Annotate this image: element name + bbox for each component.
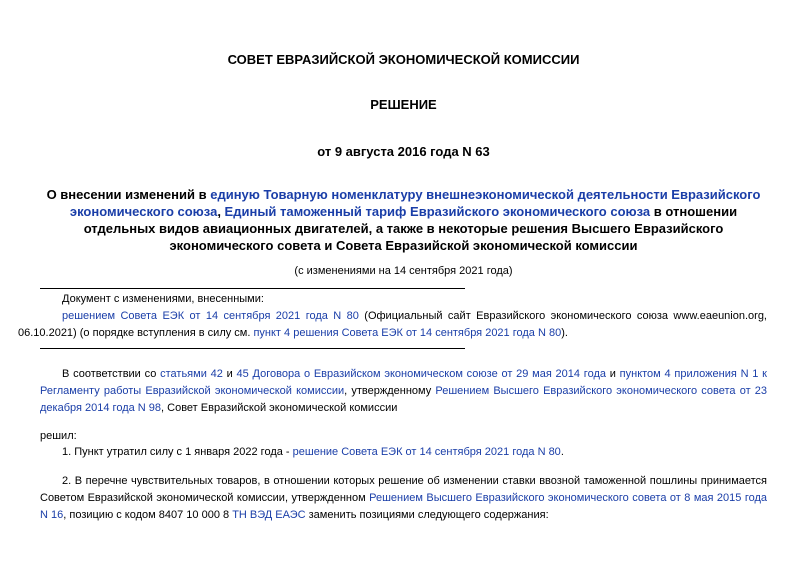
link-article-42[interactable]: статьями 42 xyxy=(160,368,223,380)
item2-text-3: заменить позициями следующего содержания: xyxy=(305,509,549,521)
preamble-text-4: , утвержденному xyxy=(344,385,436,397)
decided-label: решил: xyxy=(40,430,77,442)
item2-text-1: 2. В перечне чувствительных товаров, в отношении которых решение об изменении ставки ввозной таможенной пошлины принимается Советом Евразийской экономической комиссии, утвержденном xyxy=(40,475,767,504)
link-tn-ved-eaeu[interactable]: ТН ВЭД ЕАЭС xyxy=(232,509,306,521)
link-tn-ved[interactable]: единую Товарную номенклатуру внешнеэкономической деятельности Евразийского экономического союза xyxy=(69,187,761,219)
changes-intro: Документ с изменениями, внесенными: xyxy=(62,293,264,305)
document-type-heading: РЕШЕНИЕ xyxy=(370,97,437,112)
item1-text-1: 1. Пункт утратил силу с 1 января 2022 года - xyxy=(62,446,293,458)
divider-bottom xyxy=(40,348,465,349)
link-decision-16[interactable]: Решением Высшего Евразийского экономического совета от 8 мая 2015 года N 16 xyxy=(40,492,768,521)
changes-item xyxy=(18,308,767,342)
link-decision-80[interactable]: решением Совета ЕЭК от 14 сентября 2021 года N 80 xyxy=(62,310,359,322)
organization-heading: СОВЕТ ЕВРАЗИЙСКОЙ ЭКОНОМИЧЕСКОЙ КОМИССИИ xyxy=(227,52,580,67)
document-date-number: от 9 августа 2016 года N 63 xyxy=(317,144,490,159)
preamble-text-2: и xyxy=(222,368,237,380)
preamble-text-3: и xyxy=(605,368,620,380)
changes-text-1: (Официальный сайт Евразийского экономического союза www.eaeunion.org, 06.10.2021) (о порядке вступления в силу см. xyxy=(18,310,767,339)
document-title xyxy=(40,186,767,254)
link-regulation-commission[interactable]: пунктом 4 приложения N 1 к Регламенту работы Евразийской экономической комиссии xyxy=(40,368,767,397)
preamble-text-1: В соответствии со xyxy=(62,368,161,380)
item1-text-2: . xyxy=(560,446,564,458)
changes-block xyxy=(18,291,767,342)
item-1 xyxy=(40,444,767,461)
link-customs-tariff[interactable]: Единый таможенный тариф Евразийского экономического союза xyxy=(224,204,651,219)
title-text-3: в отношении отдельных видов авиационных двигателей, а также в некоторые решения Высшего Евразийского экономического совета и Совета Евразийской экономической комиссии xyxy=(83,204,738,253)
title-text-2: , xyxy=(217,204,225,219)
item-2 xyxy=(40,473,767,524)
revision-note: (с изменениями на 14 сентября 2021 года) xyxy=(294,265,513,277)
changes-text-2: ). xyxy=(561,327,568,339)
link-decision-98[interactable]: Решением Высшего Евразийского экономического совета от 23 декабря 2014 года N 98 xyxy=(40,385,768,414)
title-text-1: О внесении изменений в xyxy=(46,187,211,202)
link-decision-80-item1[interactable]: решение Совета ЕЭК от 14 сентября 2021 года N 80 xyxy=(292,446,561,458)
item2-text-2: , позицию с кодом 8407 10 000 8 xyxy=(63,509,233,521)
divider-top xyxy=(40,288,465,289)
link-treaty-eaeu[interactable]: 45 Договора о Евразийском экономическом союзе от 29 мая 2014 года xyxy=(236,368,606,380)
link-decision-80-point4[interactable]: пункт 4 решения Совета ЕЭК от 14 сентября 2021 года N 80 xyxy=(253,327,562,339)
preamble-text-5: , Совет Евразийской экономической комиссии xyxy=(161,402,398,414)
preamble-paragraph xyxy=(40,366,767,417)
